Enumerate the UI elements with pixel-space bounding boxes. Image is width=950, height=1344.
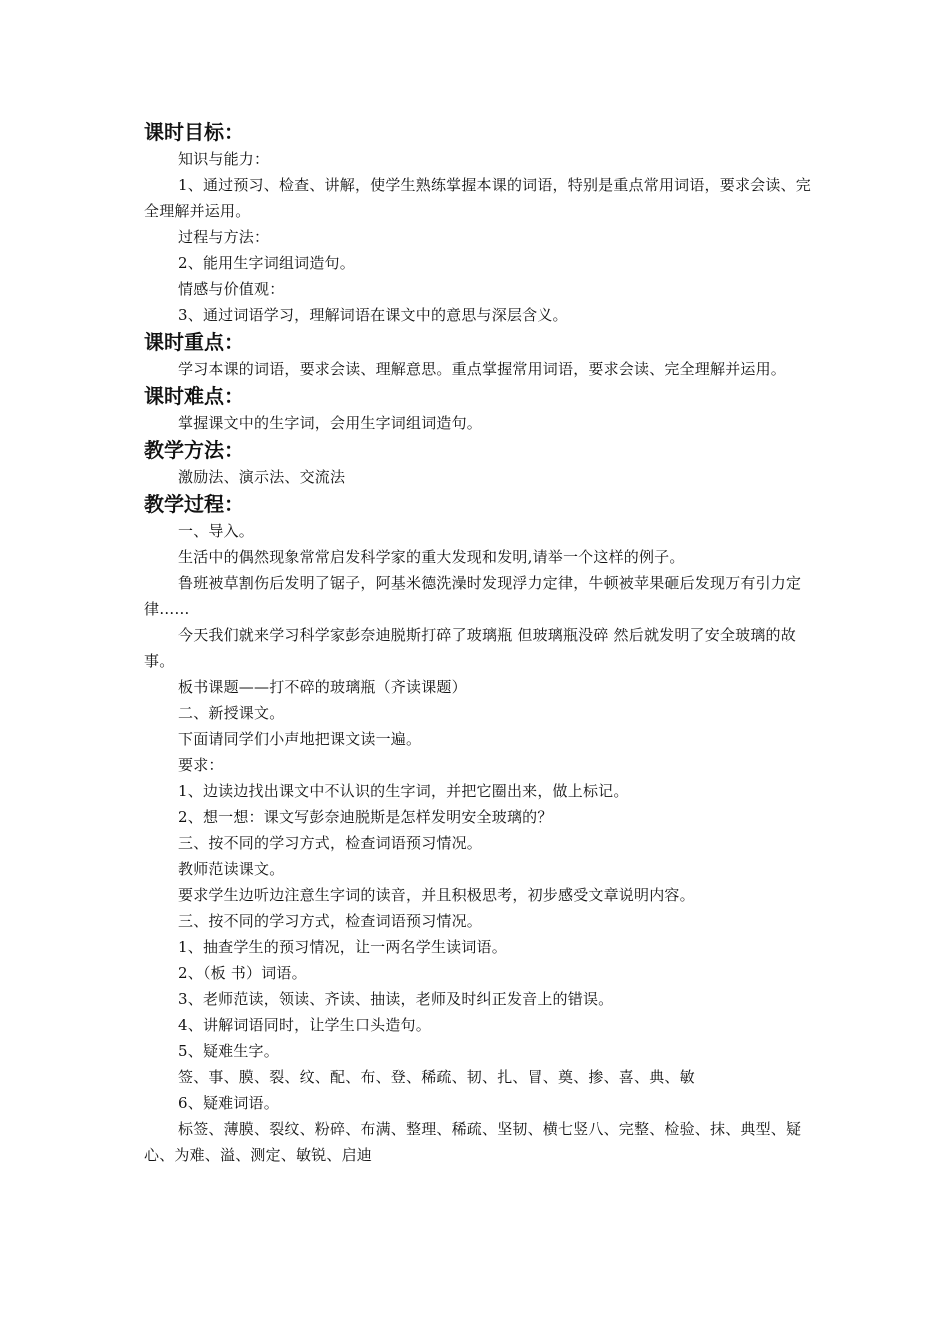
paragraph: 掌握课文中的生字词，会用生字词组词造句。 — [178, 414, 483, 432]
paragraph: 3、通过词语学习，理解词语在课文中的意思与深层含义。 — [178, 306, 568, 324]
section-heading-key-points: 课时重点： — [144, 330, 244, 354]
paragraph: 签、事、膜、裂、纹、配、布、登、稀疏、韧、扎、冒、奠、掺、喜、典、敏 — [178, 1068, 695, 1086]
paragraph: 生活中的偶然现象常常启发科学家的重大发现和发明,请举一个这样的例子。 — [178, 548, 685, 566]
paragraph: 三、按不同的学习方式，检查词语预习情况。 — [178, 834, 483, 852]
document-page — [144, 118, 820, 1168]
paragraph: 要求： — [178, 756, 224, 774]
paragraph: 二、新授课文。 — [178, 704, 285, 722]
paragraph: 标签、薄膜、裂纹、粉碎、布满、整理、稀疏、坚韧、横七竖八、完整、检验、抹、典型、疑心、为难、溢、测定、敏锐、启迪 — [144, 1120, 802, 1164]
paragraph: 激励法、演示法、交流法 — [178, 468, 346, 486]
paragraph: 5、疑难生字。 — [178, 1042, 279, 1060]
paragraph: 6、疑难词语。 — [178, 1094, 279, 1112]
paragraph: 3、老师范读，领读、齐读、抽读，老师及时纠正发音上的错误。 — [178, 990, 614, 1008]
paragraph: 4、讲解词语同时，让学生口头造句。 — [178, 1016, 431, 1034]
paragraph: 情感与价值观： — [178, 280, 285, 298]
paragraph: 2、能用生字词组词造句。 — [178, 254, 355, 272]
paragraph: 下面请同学们小声地把课文读一遍。 — [178, 730, 422, 748]
paragraph: 1、通过预习、检查、讲解，使学生熟练掌握本课的词语，特别是重点常用词语，要求会读、完全理解并运用。 — [144, 176, 811, 220]
paragraph: 2、想一想：课文写彭奈迪脱斯是怎样发明安全玻璃的？ — [178, 808, 553, 826]
section-heading-methods: 教学方法： — [144, 438, 244, 462]
paragraph: 1、抽查学生的预习情况，让一两名学生读词语。 — [178, 938, 507, 956]
paragraph: 要求学生边听边注意生字词的读音，并且积极思考，初步感受文章说明内容。 — [178, 886, 695, 904]
paragraph: 今天我们就来学习科学家彭奈迪脱斯打碎了玻璃瓶 但玻璃瓶没碎 然后就发明了安全玻璃的故事。 — [144, 626, 796, 670]
section-heading-difficulties: 课时难点： — [144, 384, 244, 408]
paragraph: 1、边读边找出课文中不认识的生字词，并把它圈出来，做上标记。 — [178, 782, 629, 800]
paragraph: 学习本课的词语，要求会读、理解意思。重点掌握常用词语，要求会读、完全理解并运用。 — [178, 360, 787, 378]
paragraph: 过程与方法： — [178, 228, 270, 246]
paragraph: 三、按不同的学习方式，检查词语预习情况。 — [178, 912, 483, 930]
paragraph: 板书课题——打不碎的玻璃瓶（齐读课题） — [178, 678, 467, 696]
paragraph: 教师范读课文。 — [178, 860, 285, 878]
paragraph: 知识与能力： — [178, 150, 270, 168]
paragraph: 鲁班被草割伤后发明了锯子，阿基米德洗澡时发现浮力定律，牛顿被苹果砸后发现万有引力定律…… — [144, 574, 802, 618]
section-heading-process: 教学过程： — [144, 492, 244, 516]
paragraph: 2、（板 书）词语。 — [178, 964, 307, 982]
section-heading-objectives: 课时目标： — [144, 120, 244, 144]
paragraph: 一、导入。 — [178, 522, 255, 540]
